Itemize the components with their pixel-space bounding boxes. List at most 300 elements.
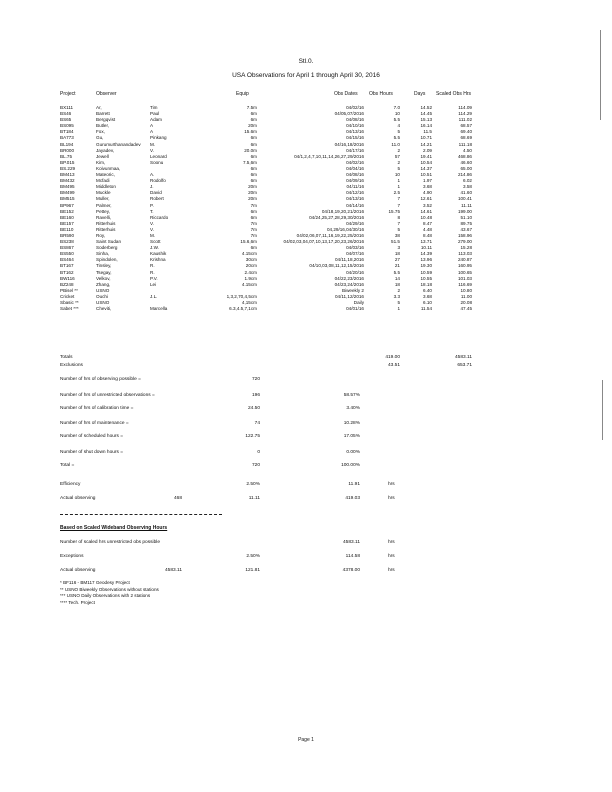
cell-obs-dates: 04/23,24/2016	[334, 281, 364, 287]
cell-first-name: J.L.	[150, 293, 158, 299]
cell-observer: Soderberg	[96, 245, 118, 251]
cell-obs-hours: 21	[394, 263, 400, 269]
summary-pre-value: 468	[173, 496, 182, 501]
cell-obs-dates: 04/18,19,20,21/2016	[321, 208, 364, 214]
cell-days: 14.45	[420, 111, 432, 117]
col-header-equipment: Equip	[236, 91, 249, 97]
cell-first-name: R.	[150, 269, 155, 275]
cell-scaled-hours: 20.08	[460, 300, 472, 305]
cell-observer: Koivunmaa,	[96, 165, 121, 171]
footnote: * BF116 - BM117 Geodesy Project	[60, 580, 130, 585]
cell-obs-dates: 04/11,12/2016	[334, 293, 364, 299]
document-subtitle: USA Observations for April 1 through April 30, 2016	[232, 72, 380, 79]
cell-obs-dates: 04/10,03,08,11,12,15/2016	[309, 263, 364, 269]
cell-scaled-hours: 111.02	[458, 117, 472, 123]
cell-obs-dates: 04/11/16	[346, 184, 364, 190]
cell-observer: Cheviti,	[96, 306, 112, 312]
cell-obs-dates: 04/07/16	[346, 251, 364, 257]
cell-first-name: Adam	[150, 117, 163, 123]
cell-first-name: Marcella	[150, 306, 168, 312]
totals-label: Totals	[60, 355, 73, 360]
cell-project: BS65	[60, 117, 72, 123]
summary-value: 720	[251, 463, 260, 468]
cell-equipment: 7.5,6m	[242, 159, 257, 165]
cell-first-name: Robert	[150, 196, 164, 202]
cell-observer: Palmer,	[96, 202, 112, 208]
cell-scaled-hours: 468.86	[457, 153, 472, 159]
cell-equipment: 1,3,2,70,4,5cm	[226, 293, 257, 299]
summary-label: Number of shut down hours =	[60, 450, 124, 455]
cell-obs-dates: 04/02,03,04,07,10,13,17,20,23,26/2016	[283, 239, 364, 245]
cell-scaled-hours: 113.03	[458, 251, 472, 257]
cell-first-name: P.	[150, 202, 154, 208]
cell-project: BR590	[60, 232, 75, 238]
cell-obs-hours: 14	[394, 275, 400, 281]
cell-first-name: R.	[150, 263, 155, 269]
cell-obs-hours: 3	[397, 245, 400, 251]
cell-scaled-hours: 158.96	[457, 232, 472, 238]
cell-obs-hours: 5.5	[393, 135, 400, 141]
summary-row	[0, 463, 612, 471]
cell-project: BX111	[60, 105, 74, 110]
cell-obs-dates: 04/03/16	[346, 245, 364, 251]
cell-observer: Pettey,	[96, 208, 110, 214]
summary-percent: 114.58	[345, 554, 360, 559]
cell-project: BE157	[60, 220, 74, 226]
cell-scaled-hours: 51.10	[460, 214, 472, 220]
cell-scaled-hours: 68.69	[460, 135, 472, 141]
summary-value: 0	[257, 450, 260, 455]
summary-unit: hrs	[388, 482, 395, 487]
footnotes	[60, 580, 159, 606]
cell-first-name: A.	[150, 172, 155, 178]
summary-row	[0, 421, 612, 429]
cell-scaled-hours: 100.41	[457, 196, 472, 202]
cell-observer: Ritterhuis	[96, 220, 116, 226]
cell-days: 6.40	[423, 287, 432, 293]
summary-label: Number of hrs of calibration time =	[60, 406, 134, 411]
cell-scaled-hours: 111.18	[458, 141, 472, 147]
cell-equipment: 15.6m	[244, 129, 257, 135]
cell-scaled-hours: 46.60	[460, 159, 472, 165]
cell-observer: Gurumurthanandadev	[96, 141, 141, 147]
cell-days: 10.55	[420, 275, 432, 281]
cell-obs-hours: 2	[397, 147, 400, 153]
summary-label: Efficiency	[60, 482, 81, 487]
cell-scaled-hours: 15.28	[460, 245, 472, 251]
cell-scaled-hours: 4.50	[463, 147, 472, 153]
cell-project: BM495	[60, 184, 75, 190]
cell-days: 11.5	[423, 129, 432, 135]
summary-value: 720	[251, 377, 260, 382]
summary-unit: hrs	[388, 554, 395, 559]
cell-equipment: 20m	[248, 190, 257, 196]
cell-obs-hours: 18	[394, 281, 400, 287]
cell-days: 4.90	[423, 190, 432, 196]
cell-observer: Gu,	[96, 135, 104, 141]
cell-scaled-hours: 47.45	[460, 306, 472, 312]
summary-row	[0, 406, 612, 414]
summary-unit: hrs	[388, 496, 395, 501]
cell-project: Cricket	[60, 293, 75, 299]
summary-unit: hrs	[388, 568, 395, 573]
summary-percent: 4378.00	[342, 568, 360, 573]
col-header-obs-hours: Obs Hours	[369, 91, 393, 97]
cell-scaled-hours: 114.29	[458, 111, 472, 117]
cell-obs-dates: 04/22,23/2016	[334, 275, 364, 281]
summary-value: 24.50	[247, 406, 260, 411]
cell-project: BT162	[60, 269, 74, 275]
cell-first-name: J.	[150, 184, 154, 190]
cell-scaled-hours: 100.65	[457, 269, 472, 275]
cell-first-name: M.	[150, 141, 156, 147]
cell-obs-dates: 04/20/16	[346, 269, 364, 275]
cell-project: BE152	[60, 208, 74, 214]
cell-first-name: Pinkang	[150, 135, 167, 141]
cell-project: BM499	[60, 190, 75, 196]
footnote: ** USNO Biweekly Observations without stations	[60, 586, 159, 592]
scan-edge	[600, 30, 601, 120]
cell-equipment: 2.4cm	[244, 269, 257, 275]
page-number: Page 1	[298, 737, 314, 743]
cell-obs-hours: 5.5	[393, 117, 400, 123]
cell-days: 10.71	[420, 135, 432, 141]
cell-obs-hours: 5	[397, 300, 400, 305]
cell-project: BS867	[60, 245, 74, 251]
cell-equipment: 15.6,6m	[240, 239, 257, 245]
cell-obs-hours: 5	[397, 129, 400, 135]
summary-value: 11.11	[248, 496, 260, 501]
cell-first-name: Tim	[150, 105, 158, 110]
cell-first-name: V.	[150, 220, 154, 226]
cell-scaled-hours: 240.87	[457, 257, 472, 263]
col-header-obs-dates: Obs Dates	[334, 91, 358, 97]
cell-observer: Spindolen,	[96, 257, 118, 263]
cell-days: 14.39	[420, 251, 432, 257]
cell-observer: Tsegay,	[96, 269, 112, 275]
cell-first-name: David	[150, 190, 162, 196]
cell-obs-dates: 04/08/16	[346, 172, 364, 178]
exclusions-hours: 43.51	[387, 363, 400, 368]
cell-observer: Zhang,	[96, 281, 111, 287]
cell-obs-hours: 4	[397, 123, 400, 129]
cell-equipment: 20cm	[245, 263, 257, 269]
cell-scaled-hours: 43.67	[460, 226, 472, 232]
summary-label: Number of hrs of observing possible =	[60, 377, 141, 382]
cell-first-name: V.	[150, 147, 154, 153]
cell-obs-dates: 04/02,06,07,11,16,19,22,25/2016	[296, 232, 364, 238]
cell-days: 14.21	[420, 141, 432, 147]
summary-row	[0, 568, 612, 576]
cell-obs-dates: 04/02/16	[346, 159, 364, 165]
cell-project: BR000	[60, 147, 75, 153]
cell-days: 19.41	[420, 153, 432, 159]
cell-project: Sbasic **	[60, 300, 79, 305]
cell-first-name: Scott	[150, 239, 161, 245]
cell-obs-dates: 04/02/16	[346, 105, 364, 110]
cell-days: 12.61	[420, 196, 432, 202]
cell-observer: Sinha,	[96, 251, 110, 257]
summary-percent: 17.05%	[343, 434, 360, 439]
cell-scaled-hours: 65.00	[460, 165, 472, 171]
cell-obs-hours: 7.0	[393, 105, 400, 110]
cell-project: PBisel **	[60, 287, 78, 293]
cell-scaled-hours: 116.69	[458, 281, 472, 287]
cell-project: BP967	[60, 202, 74, 208]
cell-scaled-hours: 199.00	[457, 208, 472, 214]
cell-project: BT167	[60, 263, 74, 269]
cell-days: 10.11	[420, 245, 432, 251]
cell-days: 1.97	[423, 178, 432, 184]
cell-equipment: 4.15cm	[241, 281, 257, 287]
cell-days: 4.48	[423, 226, 432, 232]
cell-obs-hours: 5	[397, 165, 400, 171]
cell-observer: USNO	[96, 300, 110, 305]
cell-equipment: 30cm	[245, 257, 257, 263]
cell-project: BM515	[60, 196, 75, 202]
cell-days: 13.96	[420, 257, 432, 263]
summary-row	[0, 434, 612, 442]
summary-label: Total =	[60, 463, 75, 468]
section-divider	[60, 514, 222, 515]
summary-label: Exceptions	[60, 554, 84, 559]
cell-obs-dates: 04/13/16	[346, 196, 364, 202]
summary-row	[0, 450, 612, 458]
cell-first-name: P.V.	[150, 275, 158, 281]
cell-scaled-hours: 279.00	[457, 239, 472, 245]
cell-observer: Middleton	[96, 184, 116, 190]
cell-equipment: 7m	[250, 232, 257, 238]
cell-scaled-hours: 6.02	[463, 178, 472, 184]
summary-percent: 419.03	[345, 496, 360, 501]
cell-equipment: 6m	[250, 208, 257, 214]
summary-value: 2.50%	[246, 554, 260, 559]
summary-percent: 11.91	[348, 482, 360, 487]
cell-obs-dates: 04/10/16	[346, 123, 364, 129]
cell-obs-hours: 1	[397, 178, 400, 184]
cell-scaled-hours: 214.86	[457, 172, 472, 178]
cell-project: BE110	[60, 226, 74, 232]
cell-equipment: 4,15cm	[241, 300, 257, 305]
cell-observer: USNO	[96, 287, 110, 293]
summary-value: 121.81	[245, 568, 260, 573]
cell-project: BL.75	[60, 153, 73, 159]
cell-days: 3.68	[423, 184, 432, 190]
cell-obs-hours: 3.3	[393, 293, 400, 299]
cell-scaled-hours: 160.95	[457, 263, 472, 269]
summary-value: 74	[254, 421, 260, 426]
cell-obs-hours: 2	[397, 287, 400, 293]
cell-observer: Mcfadi	[96, 178, 110, 184]
summary-value: 122.75	[245, 434, 260, 439]
cell-scaled-hours: 10.80	[460, 287, 472, 293]
cell-observer: Muckle	[96, 190, 111, 196]
summary-percent: 100.00%	[341, 463, 360, 468]
cell-project: BS095	[60, 123, 74, 129]
cell-first-name: Krishna	[150, 257, 166, 263]
cell-obs-dates: 04/09/16	[346, 178, 364, 184]
scan-edge	[602, 380, 603, 440]
cell-first-name: Paul	[150, 111, 160, 117]
summary-label: Actual observing	[60, 568, 96, 573]
cell-days: 15.13	[420, 117, 432, 123]
cell-equipment: 6m	[250, 172, 257, 178]
cell-observer: Fox,	[96, 129, 105, 135]
cell-days: 14.52	[420, 105, 432, 110]
cell-first-name: Leonard	[150, 153, 167, 159]
cell-obs-hours: 1	[397, 184, 400, 190]
cell-observer: Muller,	[96, 196, 110, 202]
cell-project: BE160	[60, 214, 74, 220]
cell-days: 8.47	[423, 220, 432, 226]
cell-scaled-hours: 89.75	[460, 220, 472, 226]
cell-scaled-hours: 68.57	[460, 123, 472, 129]
cell-equipment: 6m	[250, 245, 257, 251]
cell-obs-dates: 04,29/16,04/30/16	[326, 226, 364, 232]
cell-project: BW116	[60, 275, 75, 281]
cell-equipment: 6.3,4.5,7,1cm	[229, 306, 257, 312]
cell-obs-hours: 51.5	[391, 239, 400, 245]
cell-observer: Jewell	[96, 153, 109, 159]
cell-obs-dates: 04/04/16	[346, 165, 364, 171]
cell-project: BZ248	[60, 281, 74, 287]
cell-obs-dates: 04/17/16	[346, 147, 364, 153]
cell-days: 10.54	[420, 159, 432, 165]
cell-days: 14.61	[420, 208, 432, 214]
summary-row	[0, 554, 612, 562]
cell-obs-hours: 2.5	[393, 190, 400, 196]
cell-equipment: 7m	[250, 226, 257, 232]
table-row	[0, 306, 612, 312]
cell-observer: Ravelli,	[96, 214, 112, 220]
totals-scaled: 4583.11	[455, 355, 472, 360]
summary-value: 2.50%	[246, 482, 260, 487]
cell-scaled-hours: 101.03	[457, 275, 472, 281]
cell-days: 10.59	[420, 269, 432, 275]
cell-days: 14.37	[420, 165, 432, 171]
cell-equipment: 20m	[248, 123, 257, 129]
cell-obs-dates: 04/11,18,2016	[334, 257, 364, 263]
cell-first-name: Soonu	[150, 159, 164, 165]
cell-first-name: Lei	[150, 281, 157, 287]
cell-obs-hours: 7	[397, 220, 400, 226]
footnote: **** Tech. Project	[60, 599, 95, 605]
cell-obs-hours: 8	[397, 214, 400, 220]
summary-row	[0, 540, 612, 548]
cell-equipment: 20m	[248, 196, 257, 202]
cell-scaled-hours: 69.40	[460, 129, 472, 135]
cell-project: BS238	[60, 239, 74, 245]
cell-observer: Bergqvist	[96, 117, 116, 123]
cell-project: BP.015	[60, 159, 75, 165]
cell-project: BS46	[60, 111, 72, 117]
cell-equipment: 7m	[250, 202, 257, 208]
cell-days: 19.30	[420, 263, 432, 269]
summary-label: Number of scaled hrs unrestricted obs possible	[60, 540, 160, 545]
cell-obs-dates: Biweekly 2	[342, 287, 364, 293]
cell-observer: Kim,	[96, 159, 106, 165]
section-title: Based on Scaled Wideband Observing Hours	[60, 525, 168, 531]
cell-scaled-hours: 11.11	[461, 202, 472, 208]
cell-obs-dates: Daily	[353, 300, 364, 305]
summary-label: Number of hrs of maintenance =	[60, 421, 129, 426]
cell-observer: Velkov,	[96, 275, 111, 281]
cell-equipment: 6m	[250, 141, 257, 147]
cell-project: BM432	[60, 178, 75, 184]
cell-obs-hours: 10	[394, 172, 400, 178]
cell-equipment: 6m	[250, 117, 257, 123]
exclusions-label: Exclusions	[60, 363, 83, 368]
summary-row	[0, 482, 612, 490]
summary-value: 196	[251, 393, 260, 398]
summary-percent: 58.57%	[343, 393, 360, 398]
cell-observer: Ouchi	[96, 293, 109, 299]
cell-obs-dates: 04/01/16	[346, 306, 364, 312]
cell-equipment: 6m	[250, 165, 257, 171]
cell-obs-hours: 7	[397, 196, 400, 202]
cell-obs-hours: 15.75	[388, 208, 400, 214]
cell-equipment: 7m	[250, 220, 257, 226]
cell-days: 3.52	[423, 202, 432, 208]
exclusions-scaled: 653.71	[457, 363, 472, 368]
cell-equipment: 20.0m	[244, 147, 257, 153]
cell-observer: Butler,	[96, 123, 110, 129]
cell-first-name: T.	[150, 208, 154, 214]
cell-obs-hours: 10	[394, 111, 400, 117]
cell-observer: Ritterhuis	[96, 226, 116, 232]
cell-obs-dates: 04/13/16	[346, 129, 364, 135]
observation-table	[0, 105, 612, 312]
cell-obs-hours: 2	[397, 159, 400, 165]
cell-equipment: 4.15cm	[241, 251, 257, 257]
cell-project: BA773	[60, 135, 74, 141]
cell-equipment: 6m	[250, 153, 257, 159]
cell-project: BS464	[60, 257, 74, 263]
cell-obs-hours: 38	[394, 232, 400, 238]
cell-days: 3.68	[423, 293, 432, 299]
summary-percent: 4583.11	[343, 540, 360, 545]
cell-project: BL194	[60, 141, 74, 147]
col-header-observer: Observer	[96, 91, 117, 97]
cell-days: 13.71	[420, 239, 432, 245]
cell-obs-dates: 04/1,2,4,7,10,11,14,26,27,29/2016	[294, 153, 364, 159]
cell-observer: Jayadev,	[96, 147, 115, 153]
cell-days: 11.54	[420, 306, 432, 312]
cell-obs-hours: 27	[394, 257, 400, 263]
summary-row	[0, 377, 612, 385]
summary-label: Number of scheduled hours =	[60, 434, 124, 439]
summary-percent: 0.00%	[346, 450, 360, 455]
cell-equipment: 6m	[250, 111, 257, 117]
summary-label: Actual observing	[60, 496, 96, 501]
document-title: Stl.0.	[298, 58, 314, 65]
cell-equipment: 7.5m	[246, 105, 257, 110]
summary-unit: hrs	[388, 540, 395, 545]
cell-days: 10.51	[420, 172, 432, 178]
cell-observer: Roy,	[96, 232, 106, 238]
cell-days: 16.14	[420, 123, 432, 129]
cell-obs-dates: 04/14/16	[346, 202, 364, 208]
cell-observer: Tinsley,	[96, 263, 112, 269]
cell-first-name: Kaushik	[150, 251, 167, 257]
summary-row	[0, 496, 612, 504]
cell-scaled-hours: 3.58	[463, 184, 472, 190]
cell-observer: Ar,	[96, 105, 102, 110]
summary-percent: 10.28%	[343, 421, 360, 426]
cell-first-name: A	[150, 123, 154, 129]
cell-project: BS.229	[60, 165, 76, 171]
cell-first-name: A	[150, 129, 154, 135]
